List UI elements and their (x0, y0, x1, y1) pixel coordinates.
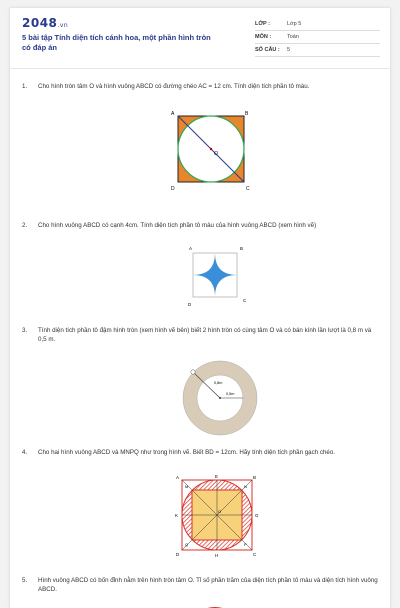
svg-text:O: O (218, 509, 222, 514)
question-4: 4. Cho hai hình vuông ABCD và MNPQ như trong hình vẽ. Biết BD = 12cm. Hãy tính diện tích phần gạch chéo. (22, 449, 336, 456)
svg-text:B: B (240, 246, 244, 251)
svg-text:P: P (244, 542, 247, 547)
svg-text:A: A (176, 475, 180, 480)
svg-text:E: E (215, 474, 219, 479)
figure-3 (180, 358, 260, 438)
figure-4 (172, 470, 262, 560)
page-title: 5 bài tập Tính diện tích cánh hoa, một phần hình tròn có đáp án (22, 33, 211, 52)
svg-text:D: D (171, 186, 175, 192)
svg-text:C: C (243, 298, 247, 303)
meta-info (255, 18, 380, 57)
svg-text:0,5m: 0,5m (226, 392, 235, 396)
svg-text:B: B (245, 111, 249, 117)
figure-2 (180, 240, 250, 310)
question-1: 1. Cho hình tròn tâm O và hình vuông ABCD có đường chéo AC = 12 cm. Tính diện tích phần tô màu. (22, 83, 310, 90)
meta-row-count: SỐ CÂU : 5 (255, 44, 380, 57)
question-5: 5. Hình vuông ABCD có bốn đỉnh nằm trên hình tròn tâm O. Tỉ số phần trăm của diện tích phần tô màu và diện tích hình vuông ABCD. (22, 577, 378, 593)
meta-row-subject: MÔN : Toán (255, 31, 380, 44)
svg-text:M: M (185, 484, 189, 489)
svg-text:0,8m: 0,8m (214, 381, 223, 385)
site-logo[interactable]: 2048.vn (22, 16, 69, 30)
question-2: 2. Cho hình vuông ABCD có cạnh 4cm. Tính diện tích phần tô màu của hình vuông ABCD (xem hình vẽ) (22, 222, 317, 229)
svg-text:Q: Q (185, 542, 189, 547)
svg-text:H: H (215, 553, 219, 558)
question-3: 3. Tính diện tích phần tô đậm hình tròn (xem hình vẽ bên) biết 2 hình tròn có cùng tâm O và có bán kính lần lượt là 0,8 m và 0,5 m. (22, 327, 372, 343)
svg-text:A: A (171, 111, 175, 117)
svg-text:C: C (246, 186, 250, 192)
svg-text:D: D (176, 552, 180, 557)
svg-text:C: C (253, 552, 257, 557)
meta-row-grade: LỚP : Lớp 5 (255, 18, 380, 31)
svg-text:G: G (255, 513, 259, 518)
svg-text:B: B (253, 475, 257, 480)
header (10, 8, 390, 69)
svg-text:O: O (214, 151, 218, 157)
figure-1 (170, 108, 250, 198)
worksheet (10, 8, 390, 608)
svg-text:D: D (188, 302, 192, 307)
svg-text:N: N (244, 484, 247, 489)
svg-text:K: K (175, 513, 179, 518)
svg-text:A: A (189, 246, 193, 251)
